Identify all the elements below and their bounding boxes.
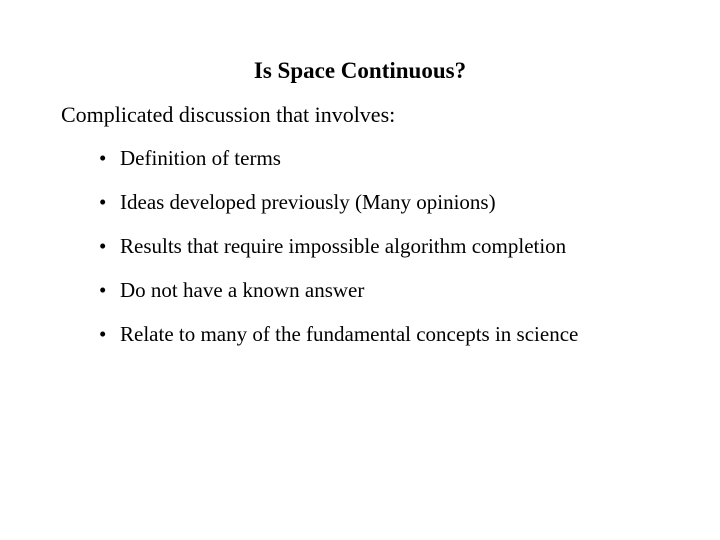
bullet-icon: • [99, 190, 107, 214]
slide-title: Is Space Continuous? [253, 58, 467, 83]
bullet-text: Results that require impossible algorithm completion [120, 234, 567, 258]
bullet-text: Relate to many of the fundamental concepts in science [120, 322, 579, 346]
bullet-icon: • [99, 278, 107, 302]
bullet-icon: • [99, 322, 107, 346]
bullet-text: Do not have a known answer [120, 278, 365, 302]
intro-text: Complicated discussion that involves: [61, 102, 396, 127]
bullet-icon: • [99, 146, 107, 170]
bullet-text: Ideas developed previously (Many opinions) [120, 190, 496, 214]
bullet-icon: • [99, 234, 107, 258]
bullet-text: Definition of terms [120, 146, 281, 170]
